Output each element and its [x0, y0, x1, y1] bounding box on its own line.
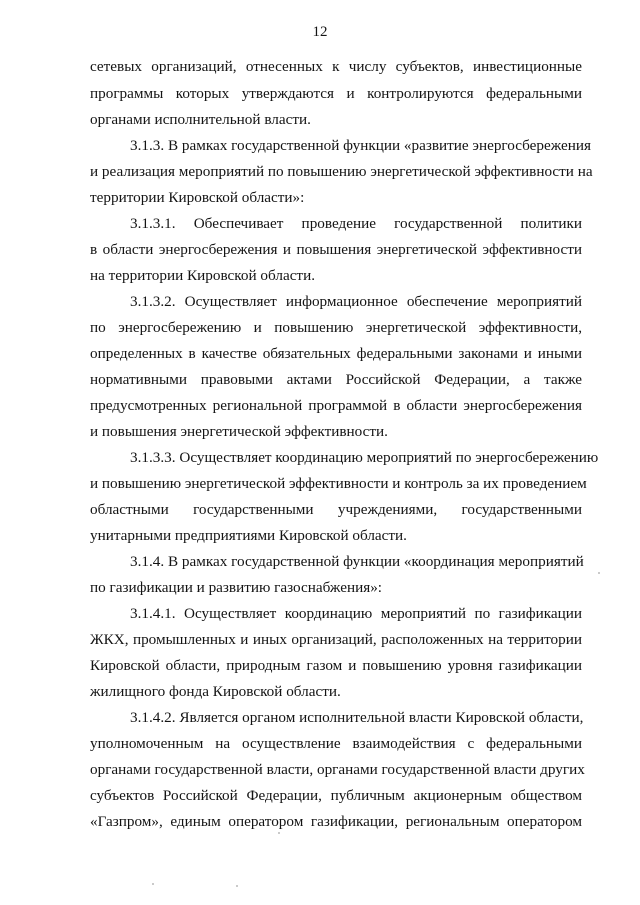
text-line: 3.1.3.3. Осуществляет координацию мероприятий по энергосбережению — [130, 449, 599, 466]
text-line: в области энергосбережения и повышения энергетической эффективности — [90, 241, 582, 258]
text-line: областными государственными учреждениями, государственными — [90, 501, 582, 518]
text-line: 3.1.3. В рамках государственной функции «развитие энергосбережения — [130, 137, 592, 154]
text-line: «Газпром», единым оператором газификации, региональным оператором — [90, 813, 582, 830]
text-line: унитарными предприятиями Кировской области. — [90, 527, 407, 544]
text-line: определенных в качестве обязательных федеральными законами и иными — [90, 345, 582, 362]
text-line: 3.1.4.2. Является органом исполнительной власти Кировской области, — [130, 709, 584, 726]
text-line: ЖКХ, промышленных и иных организаций, расположенных на территории — [90, 631, 582, 648]
text-line: нормативными правовыми актами Российской Федерации, а также — [90, 371, 582, 388]
text-line: на территории Кировской области. — [90, 267, 315, 284]
text-line: Кировской области, природным газом и повышению уровня газификации — [90, 657, 582, 674]
text-line: 3.1.3.2. Осуществляет информационное обеспечение мероприятий — [130, 293, 582, 310]
text-line: 3.1.3.1. Обеспечивает проведение государственной политики — [130, 215, 582, 232]
text-line: по энергосбережению и повышению энергетической эффективности, — [90, 319, 582, 336]
text-line: жилищного фонда Кировской области. — [90, 683, 341, 700]
text-line: территории Кировской области»: — [90, 189, 305, 206]
scan-speck — [598, 572, 600, 574]
text-line: и реализация мероприятий по повышению энергетической эффективности на — [90, 163, 593, 180]
text-line: и повышению энергетической эффективности и контроль за их проведением — [90, 475, 587, 492]
text-line: программы которых утверждаются и контролируются федеральными — [90, 85, 582, 102]
scan-speck — [152, 883, 154, 885]
text-line: 3.1.4.1. Осуществляет координацию мероприятий по газификации — [130, 605, 582, 622]
page-number: 12 — [312, 24, 328, 40]
text-line: органами исполнительной власти. — [90, 111, 311, 128]
text-line: и повышения энергетической эффективности. — [90, 423, 388, 440]
scan-speck — [278, 832, 280, 834]
text-line: субъектов Российской Федерации, публичным акционерным обществом — [90, 787, 582, 804]
text-line: 3.1.4. В рамках государственной функции «координация мероприятий — [130, 553, 584, 570]
text-line: предусмотренных региональной программой в области энергосбережения — [90, 397, 582, 414]
text-line: органами государственной власти, органами государственной власти других — [90, 761, 585, 778]
scan-speck — [236, 885, 238, 887]
text-line: сетевых организаций, отнесенных к числу субъектов, инвестиционные — [90, 58, 582, 75]
text-line: по газификации и развитию газоснабжения»: — [90, 579, 383, 596]
text-line: уполномоченным на осуществление взаимодействия с федеральными — [90, 735, 582, 752]
